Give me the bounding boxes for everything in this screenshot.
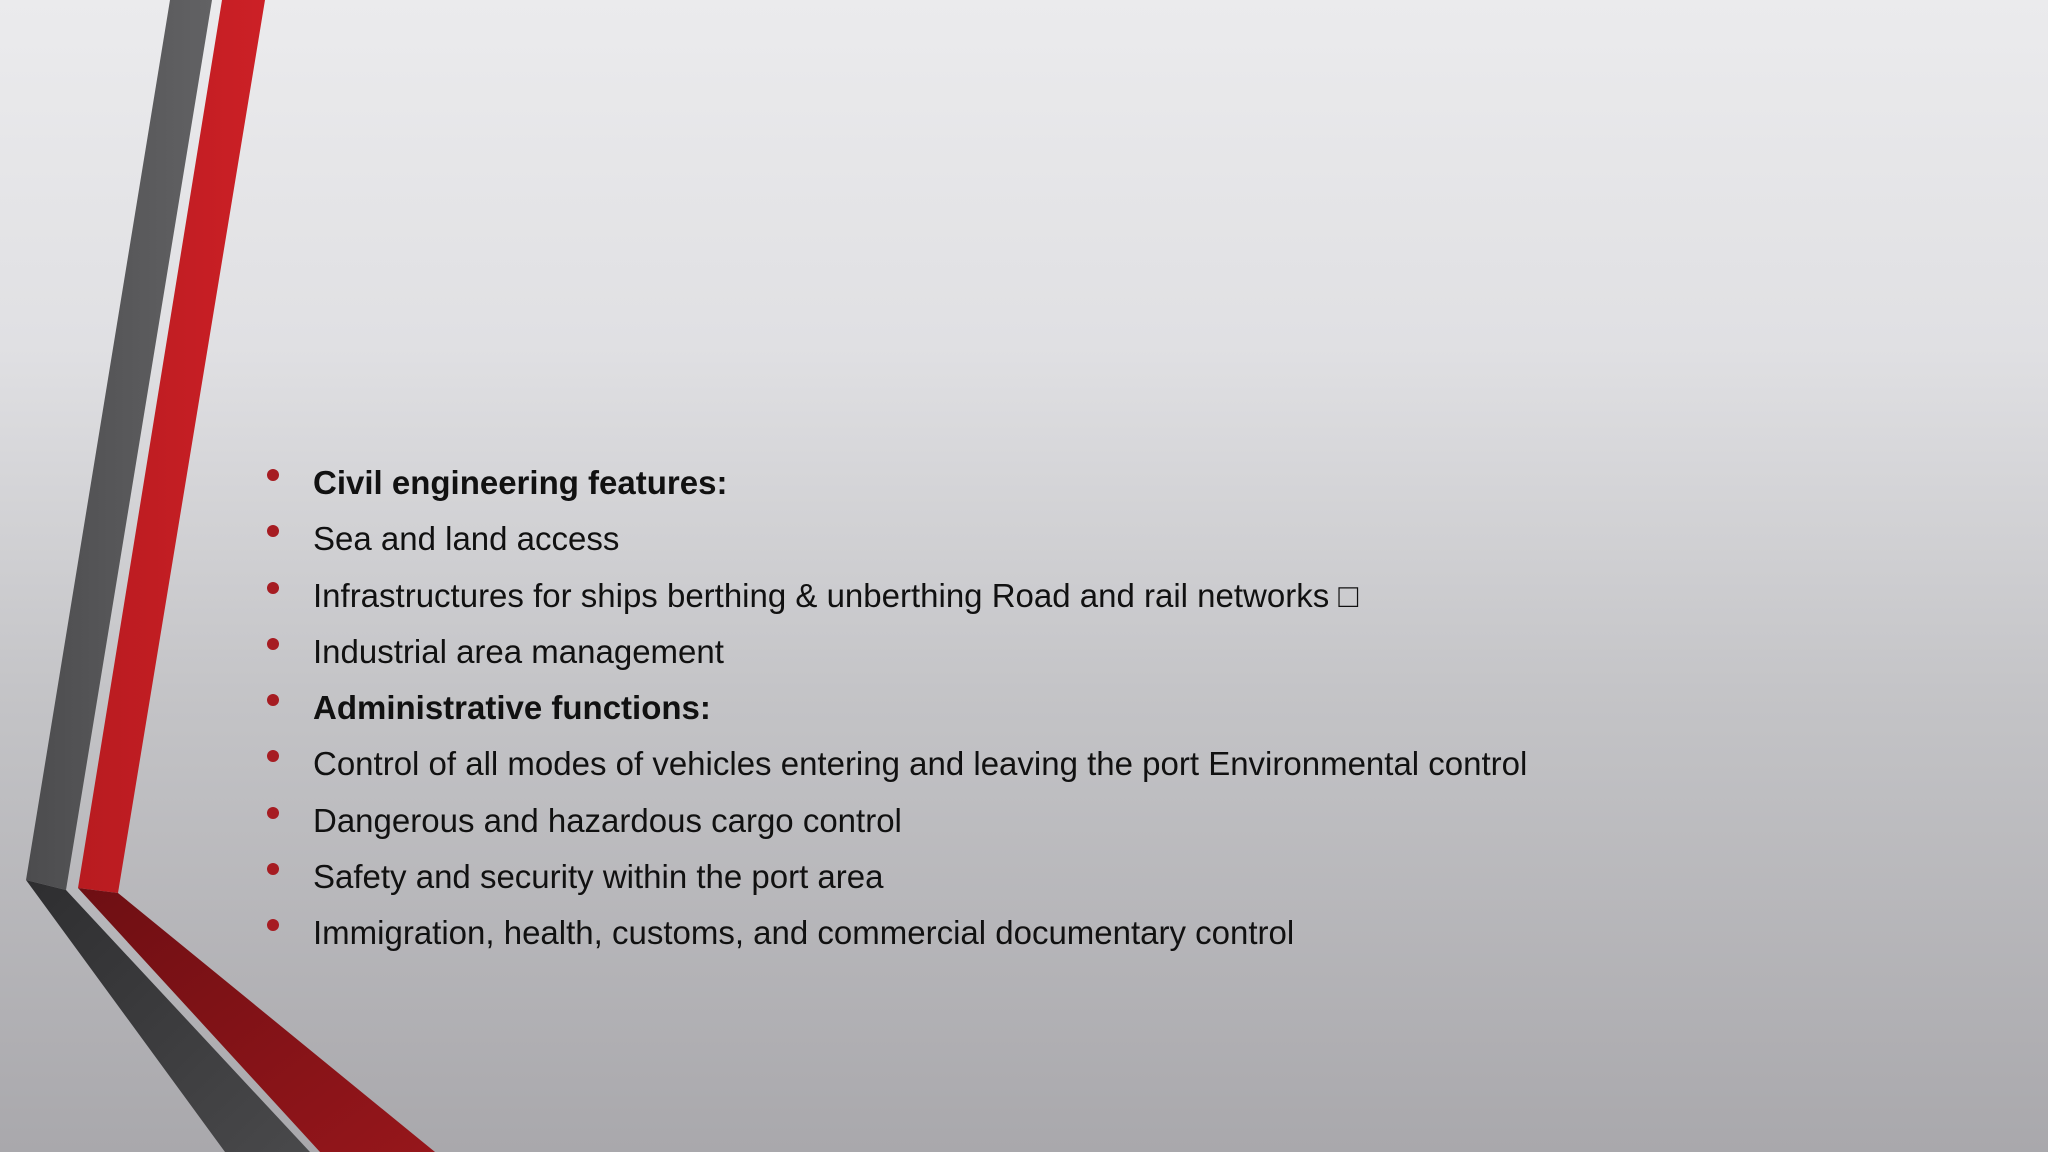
bullet-item bbox=[262, 511, 1527, 567]
bullet-item bbox=[262, 793, 1527, 849]
bullet-item bbox=[262, 849, 1527, 905]
bullet-list bbox=[262, 455, 1527, 962]
bullet-text: Safety and security within the port area bbox=[313, 858, 884, 896]
bullet-dot-icon bbox=[267, 638, 279, 650]
bullet-item bbox=[262, 455, 1527, 511]
bullet-text: Sea and land access bbox=[313, 520, 620, 558]
bullet-item bbox=[262, 905, 1527, 961]
bullet-item bbox=[262, 624, 1527, 680]
bullet-dot-icon bbox=[267, 694, 279, 706]
bullet-dot-icon bbox=[267, 919, 279, 931]
bullet-dot-icon bbox=[267, 750, 279, 762]
bullet-text: Immigration, health, customs, and commercial documentary control bbox=[313, 914, 1295, 952]
bullet-item bbox=[262, 680, 1527, 736]
bullet-text: Administrative functions: bbox=[313, 689, 711, 727]
bullet-dot-icon bbox=[267, 863, 279, 875]
bullet-item bbox=[262, 736, 1527, 792]
bullet-dot-icon bbox=[267, 525, 279, 537]
bullet-dot-icon bbox=[267, 582, 279, 594]
bullet-text: Control of all modes of vehicles entering and leaving the port Environmental control bbox=[313, 745, 1528, 783]
bullet-dot-icon bbox=[267, 469, 279, 481]
bullet-text: Dangerous and hazardous cargo control bbox=[313, 801, 902, 839]
bullet-dot-icon bbox=[267, 807, 279, 819]
bullet-item bbox=[262, 568, 1527, 624]
bullet-text: Infrastructures for ships berthing & unberthing Road and rail networks □ bbox=[313, 576, 1359, 614]
bullet-text: Industrial area management bbox=[313, 632, 724, 670]
bullet-text: Civil engineering features: bbox=[313, 464, 728, 501]
